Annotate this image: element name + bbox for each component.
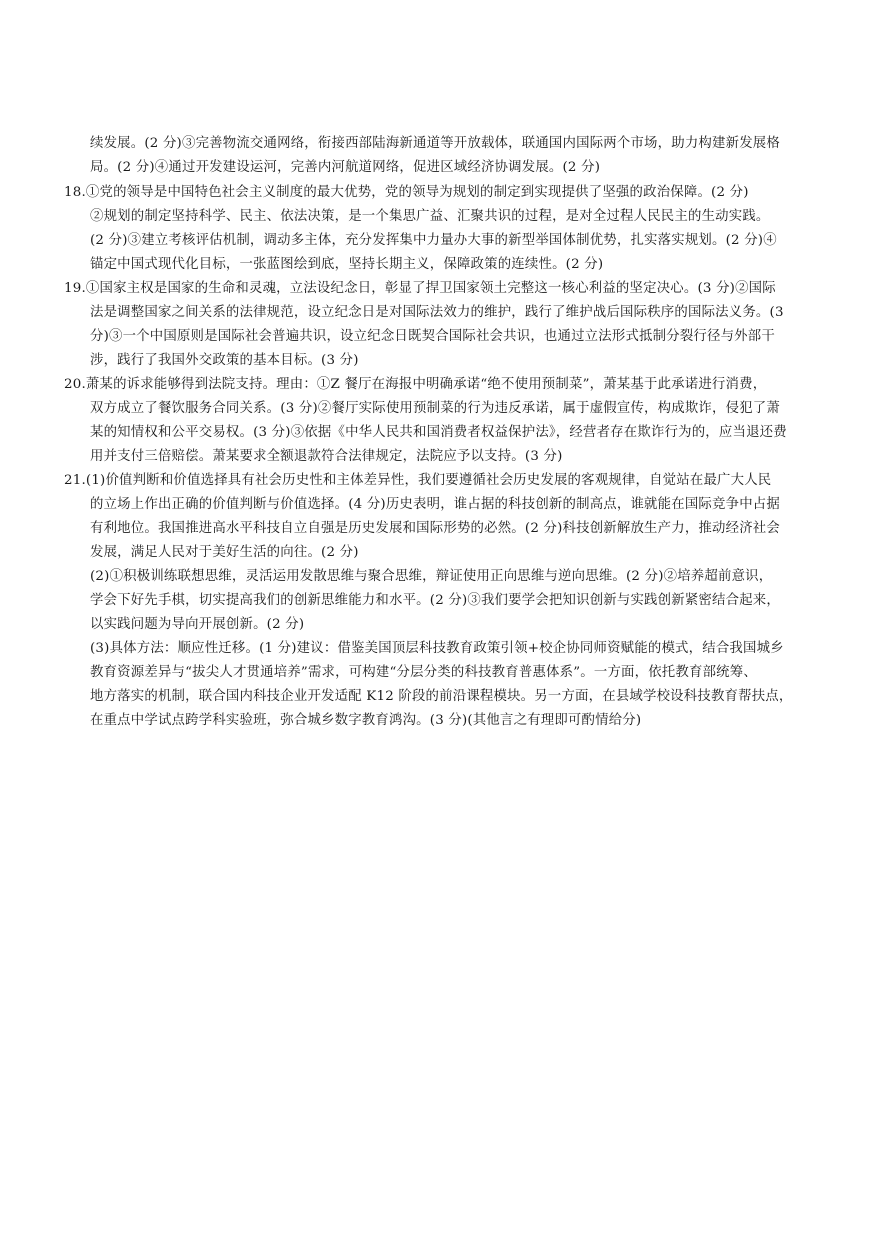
text-line: 以实践问题为导向开展创新。(2 分) [90,617,305,632]
text-line: 教育资源差异与“拔尖人才贯通培养”需求，可构建“分层分类的科技教育普惠体系”。一方面，依托教育部统筹、 [90,665,757,680]
text-line: 用并支付三倍赔偿。萧某要求全额退款符合法律规定，法院应予以支持。(3 分) [90,449,563,464]
text-line: 双方成立了餐饮服务合同关系。(3 分)②餐厅实际使用预制菜的行为违反承诺，属于虚假宣传，构成欺诈，侵犯了萧 [90,401,780,416]
text-line: 发展，满足人民对于美好生活的向往。(2 分) [90,545,359,560]
text-line: 法是调整国家之间关系的法律规范，设立纪念日是对国际法效力的维护，践行了维护战后国际秩序的国际法义务。(3 [90,305,784,320]
text-line: (2 分)③建立考核评估机制，调动多主体，充分发挥集中力量办大事的新型举国体制优势，扎实落实规划。(2 分)④ [90,233,777,248]
text-line: (2)①积极训练联想思维，灵活运用发散思维与聚合思维，辩证使用正向思维与逆向思维。(2 分)②培养超前意识， [90,569,773,584]
text-line: (3)具体方法：顺应性迁移。(1 分)建议：借鉴美国顶层科技教育政策引领+校企协同师资赋能的模式，结合我国城乡 [90,641,784,656]
text-line: 锚定中国式现代化目标，一张蓝图绘到底，坚持长期主义，保障政策的连续性。(2 分) [90,257,604,272]
text-line: 在重点中学试点跨学科实验班，弥合城乡数字教育鸿沟。(3 分)(其他言之有理即可酌情给分) [90,713,642,728]
text-line: 某的知情权和公平交易权。(3 分)③依据《中华人民共和国消费者权益保护法》，经营者存在欺诈行为的，应当退还费 [90,425,787,440]
text-line: 局。(2 分)④通过开发建设运河，完善内河航道网络，促进区域经济协调发展。(2 分) [90,160,601,175]
text-line: 涉，践行了我国外交政策的基本目标。(3 分) [90,353,359,368]
text-line: ②规划的制定坚持科学、民主、依法决策，是一个集思广益、汇聚共识的过程，是对全过程人民民主的生动实践。 [90,209,770,224]
text-line: 学会下好先手棋，切实提高我们的创新思维能力和水平。(2 分)③我们要学会把知识创新与实践创新紧密结合起来， [90,593,780,608]
text-line: 续发展。(2 分)③完善物流交通网络，衔接西部陆海新通道等开放载体，联通国内国际两个市场，助力构建新发展格 [90,136,780,151]
text-line: 的立场上作出正确的价值判断与价值选择。(4 分)历史表明，谁占据的科技创新的制高点，谁就能在国际竞争中占据 [90,497,780,512]
text-line: 20.萧某的诉求能够得到法院支持。理由：①Z 餐厅在海报中明确承诺“绝不使用预制菜”，萧某基于此承诺进行消费， [64,377,767,392]
text-line: 19.①国家主权是国家的生命和灵魂，立法设纪念日，彰显了捍卫国家领土完整这一核心利益的坚定决心。(3 分)②国际 [64,281,776,296]
text-line: 地方落实的机制，联合国内科技企业开发适配 K12 阶段的前沿课程模块。另一方面，在县域学校设科技教育帮扶点， [90,689,793,704]
text-line: 有利地位。我国推进高水平科技自立自强是历史发展和国际形势的必然。(2 分)科技创新解放生产力，推动经济社会 [90,521,780,536]
text-line: 18.①党的领导是中国特色社会主义制度的最大优势，党的领导为规划的制定到实现提供了坚强的政治保障。(2 分) [64,185,749,200]
text-line: 分)③一个中国原则是国际社会普遍共识，设立纪念日既契合国际社会共识，也通过立法形式抵制分裂行径与外部干 [90,329,775,344]
text-line: 21.(1)价值判断和价值选择具有社会历史性和主体差异性，我们要遵循社会历史发展的客观规律，自觉站在最广大人民 [64,473,772,488]
